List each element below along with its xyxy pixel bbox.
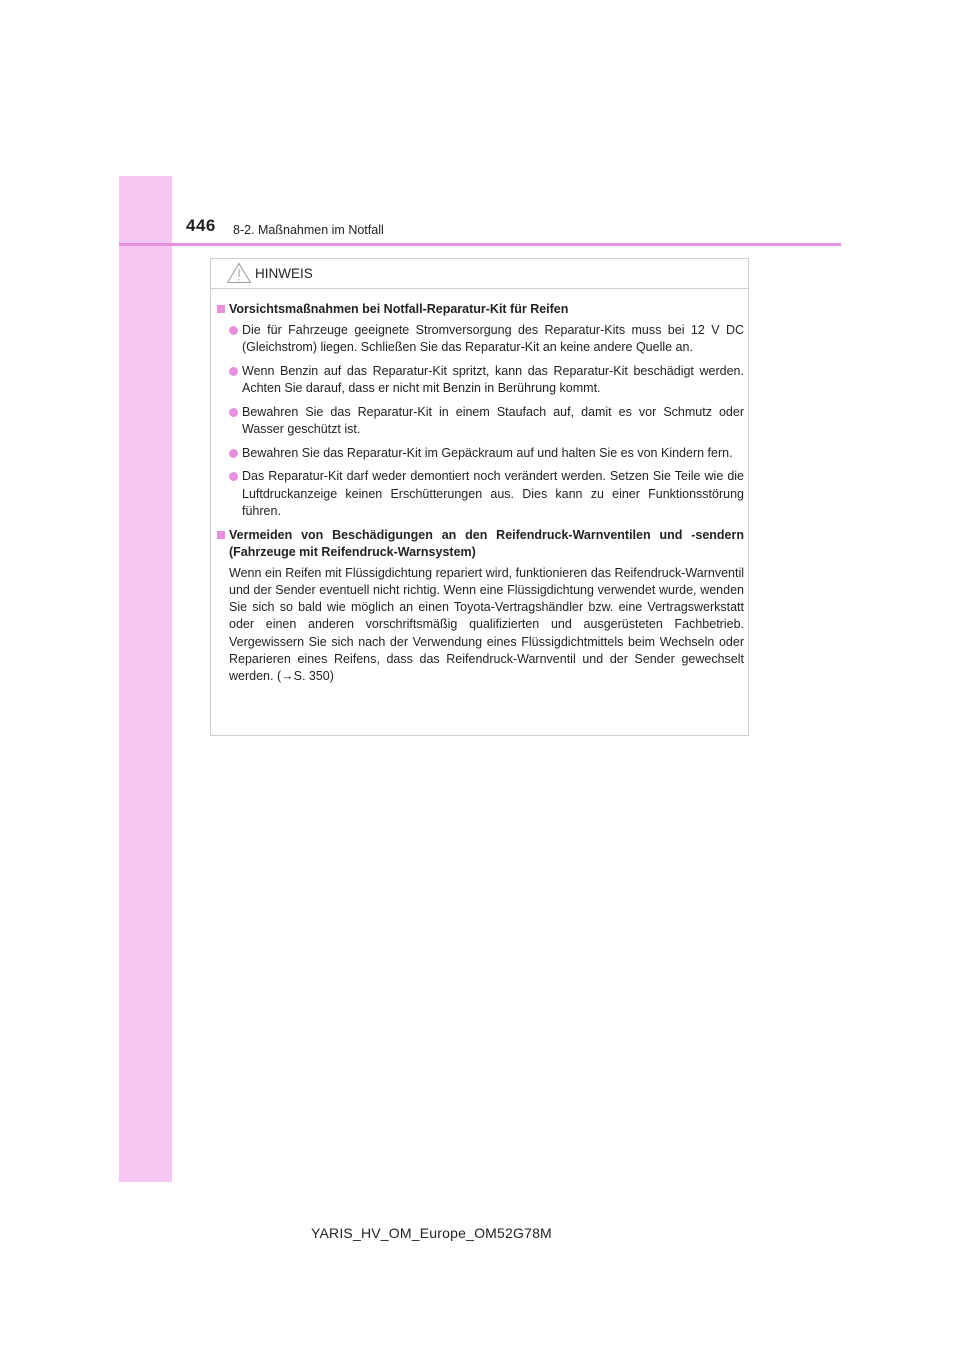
circle-bullet-icon	[229, 408, 238, 417]
page-number: 446	[186, 216, 216, 235]
list-item: Bewahren Sie das Reparatur-Kit in einem Staufach auf, damit es vor Schmutz oder Wasser geschützt ist.	[217, 404, 744, 439]
square-bullet-icon	[217, 531, 225, 539]
circle-bullet-icon	[229, 449, 238, 458]
side-tab-band	[119, 176, 172, 1182]
notice-title: HINWEIS	[255, 266, 313, 281]
list-item: Wenn Benzin auf das Reparatur-Kit spritzt, kann das Reparatur-Kit beschädigt werden. Achten Sie darauf, dass er nicht mit Benzin in Berührung kommt.	[217, 363, 744, 398]
header-rule	[119, 243, 841, 246]
list-item: Bewahren Sie das Reparatur-Kit im Gepäckraum auf und halten Sie es von Kindern fern.	[217, 445, 744, 463]
square-bullet-icon	[217, 305, 225, 313]
notice-body	[217, 301, 744, 686]
list-item: Das Reparatur-Kit darf weder demontiert noch verändert werden. Setzen Sie Teile wie die Luftdruckanzeige keinen Erschütterungen aus. Dies kann zu einer Funktionsstörung führen.	[217, 468, 744, 521]
section-heading: Vermeiden von Beschädigungen an den Reifendruck-Warnventilen und -sendern (Fahrzeuge mit Reifendruck-Warnsystem)	[217, 527, 744, 562]
circle-bullet-icon	[229, 472, 238, 481]
section-title: 8-2. Maßnahmen im Notfall	[233, 223, 384, 237]
notice-box	[210, 258, 749, 736]
section-heading: Vorsichtsmaßnahmen bei Notfall-Reparatur-Kit für Reifen	[217, 301, 744, 319]
list-item: Die für Fahrzeuge geeignete Stromversorgung des Reparatur-Kits muss bei 12 V DC (Gleichstrom) liegen. Schließen Sie das Reparatur-Kit an keine andere Quelle an.	[217, 322, 744, 357]
circle-bullet-icon	[229, 367, 238, 376]
warning-triangle-icon	[226, 262, 252, 284]
section-paragraph: Wenn ein Reifen mit Flüssigdichtung repariert wird, funktionieren das Reifendruck-Warnventil und der Sender eventuell nicht richtig. Wenn eine Flüssigdichtung verwendet wurde, wenden Sie sich so bald wie möglich an einen Toyota-Vertragshändler bzw. eine Vertragswerkstatt oder einen anderen vorschriftsmäßig qualifizierten und ausgerüsteten Fachbetrieb. Vergewissern Sie sich nach der Verwendung eines Flüssigdichtmittels beim Wechseln oder Reparieren eines Reifens, dass das Reifendruck-Warnventil und der Sender gewechselt werden. (→S. 350)	[229, 565, 744, 684]
footer-doc-id: YARIS_HV_OM_Europe_OM52G78M	[311, 1225, 552, 1241]
circle-bullet-icon	[229, 326, 238, 335]
notice-header	[211, 259, 748, 289]
